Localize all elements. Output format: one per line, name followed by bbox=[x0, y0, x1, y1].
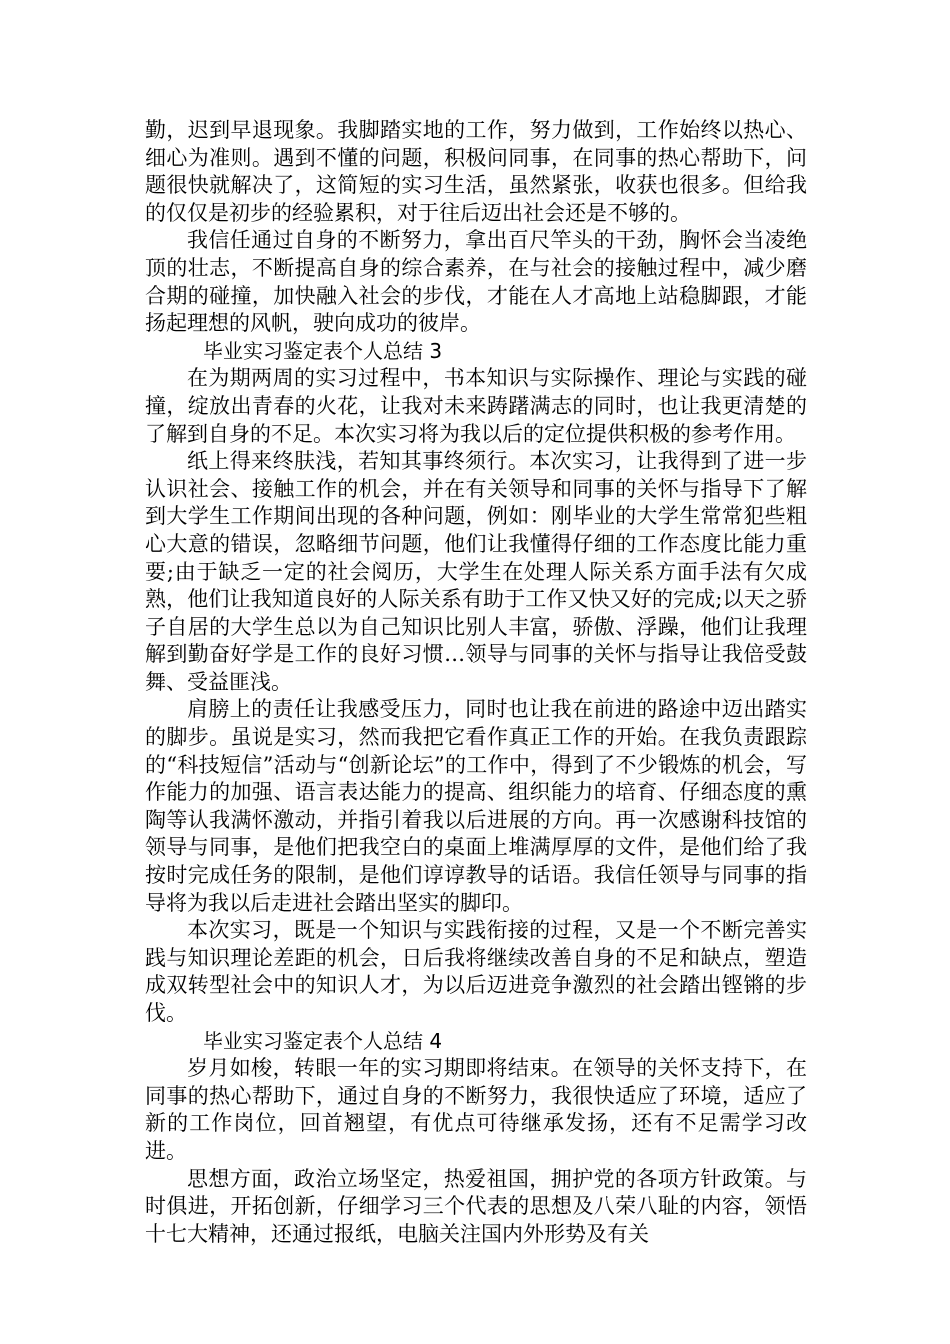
paragraph-intro-continued: 勤，迟到早退现象。我脚踏实地的工作，努力做到，工作始终以热心、细心为准则。遇到不懂的问题，积极问同事，在同事的热心帮助下，问题很快就解决了，这简短的实习生活，虽然紧张，收获也很多。但给我的仅仅是初步的经验累积，对于往后迈出社会还是不够的。 bbox=[145, 118, 807, 225]
paragraph-two-weeks: 在为期两周的实习过程中，书本知识与实际操作、理论与实践的碰撞，绽放出青春的火花，让我对未来踌躇满志的同时，也让我更清楚的了解到自身的不足。本次实习将为我以后的定位提供积极的参考作用。 bbox=[145, 366, 807, 446]
paragraph-summary: 本次实习，既是一个知识与实践衔接的过程，又是一个不断完善实践与知识理论差距的机会，日后我将继续改善自身的不足和缺点，塑造成双转型社会中的知识人才，为以后迈进竞争激烈的社会踏出铿锵的步伐。 bbox=[145, 918, 807, 1025]
paragraph-responsibility: 肩膀上的责任让我感受压力，同时也让我在前进的路途中迈出踏实的脚步。虽说是实习，然而我把它看作真正工作的开始。在我负责跟踪的“科技短信”活动与“创新论坛”的工作中，得到了不少锻炼的机会，写作能力的加强、语言表达能力的提高、组织能力的培育、仔细态度的熏陶等认我满怀激动，并指引着我以后进展的方向。再一次感谢科技馆的领导与同事，是他们把我空白的桌面上堆满厚厚的文件，是他们给了我按时完成任务的限制，是他们谆谆教导的话语。我信任领导与同事的指导将为我以后走进社会踏出坚实的脚印。 bbox=[145, 697, 807, 915]
document-page bbox=[145, 117, 807, 1248]
paragraph-time-flies: 岁月如梭，转眼一年的实习期即将结束。在领导的关怀支持下，在同事的热心帮助下，通过自身的不断努力，我很快适应了环境，适应了新的工作岗位，回首翘望，有优点可待继承发扬，还有不足需学习改进。 bbox=[145, 1056, 807, 1163]
paragraph-belief: 我信任通过自身的不断努力，拿出百尺竿头的干劲，胸怀会当凌绝顶的壮志，不断提高自身的综合素养，在与社会的接触过程中，减少磨合期的碰撞，加快融入社会的步伐，才能在人才高地上站稳脚跟，才能扬起理想的风帆，驶向成功的彼岸。 bbox=[145, 228, 807, 336]
section-heading-3: 毕业实习鉴定表个人总结 3 bbox=[203, 338, 443, 363]
paragraph-paper-knowledge: 纸上得来终肤浅，若知其事终须行。本次实习，让我得到了进一步认识社会、接触工作的机会，并在有关领导和同事的关怀与指导下了解到大学生工作期间出现的各种问题，例如：刚毕业的大学生常常犯些粗心大意的错误，忽略细节问题，他们让我懂得仔细的工作态度比能力重要;由于缺乏一定的社会阅历，大学生在处理人际关系方面手法有欠成熟，他们让我知道良好的人际关系有助于工作又快又好的完成;以天之骄子自居的大学生总以为自己知识比别人丰富，骄傲、浮躁，他们让我理解到勤奋好学是工作的良好习惯…领导与同事的关怀与指导让我倍受鼓舞、受益匪浅。 bbox=[145, 449, 807, 694]
section-heading-4: 毕业实习鉴定表个人总结 4 bbox=[203, 1028, 443, 1053]
paragraph-ideology: 思想方面，政治立场坚定，热爱祖国，拥护党的各项方针政策。与时俱进，开拓创新，仔细学习三个代表的思想及八荣八耻的内容，领悟十七大精神，还通过报纸，电脑关注国内外形势及有关 bbox=[145, 1166, 807, 1246]
